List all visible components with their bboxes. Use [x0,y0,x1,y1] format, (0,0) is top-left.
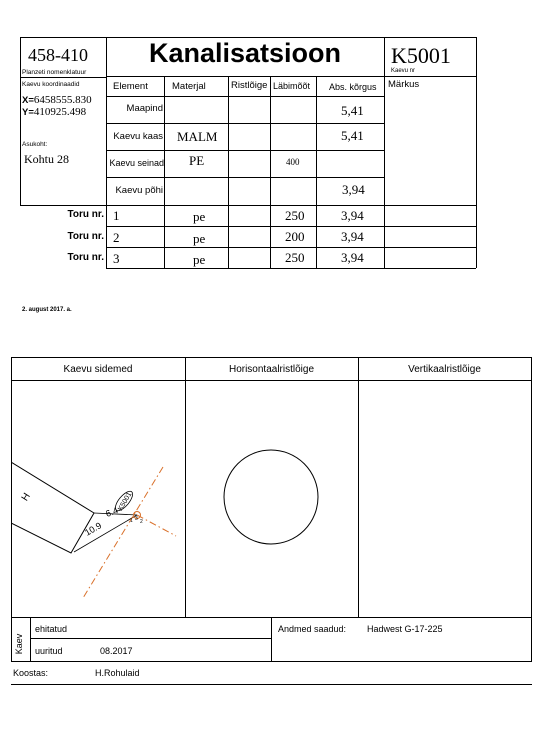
row-element: Kaevu kaas [113,131,163,142]
col-element: Element [113,81,148,92]
coord-x: X=6458555.830 [22,94,92,106]
pipe-korgus: 3,94 [341,229,364,244]
compiler-label: Koostas: [13,668,49,678]
row-labimoot: 400 [286,157,300,167]
pipe-num: 2 [140,519,143,525]
compiler-value: H.Rohulaid [95,668,140,678]
header-horisontaal: Horisontaalristlõige [228,364,315,375]
col-korgus: Abs. kõrgus [329,82,377,92]
surveyed-value: 08.2017 [100,646,133,656]
pipe-label: Toru nr. [67,231,104,242]
pipe-line [137,515,176,536]
pipe-labimoot: 250 [285,208,305,223]
pipe-materjal: pe [193,252,206,267]
pipe-nr: 2 [113,230,120,245]
coord-y: Y=410925.498 [22,106,87,118]
building-outline [11,462,94,553]
header-vertikaal: Vertikaalristlõige [408,364,481,375]
pipe-nr: 1 [113,208,120,223]
pipe-materjal: pe [193,209,206,224]
pipe-korgus: 3,94 [341,208,364,223]
header-kaevu-sidemed: Kaevu sidemed [63,364,133,375]
pipe-label: Toru nr. [67,209,104,220]
building-letter: H [19,491,33,504]
plan-sketch [11,380,185,617]
well-number-label: Kaevu nr [391,68,416,74]
col-ristloige: Ristlõige [231,80,268,91]
pipe-korgus: 3,94 [341,250,364,265]
source-label: Andmed saadud: [278,624,347,634]
location-label: Asukoht: [22,141,48,148]
pipe-nr: 3 [113,251,120,266]
date: 2. august 2017. a. [22,307,72,313]
well-number: K5001 [391,43,451,68]
dim-label: 6.4 [104,505,120,519]
surveyed-label: uuritud [35,646,63,656]
row-element: Maapind [126,103,163,114]
pipe-label: Toru nr. [67,252,104,263]
horizontal-section-sketch [185,380,358,617]
row-korgus: 5,41 [341,103,364,118]
planzeti-label: Planzeti nomenklatuur [22,69,87,76]
pipe-materjal: pe [193,231,206,246]
measure-line [74,515,137,552]
side-label: Kaev [14,633,24,655]
page-title: Kanalisatsioon [148,38,342,68]
pipe-num: 1 [130,518,133,524]
pipe-labimoot: 200 [285,229,305,244]
col-markus: Märkus [388,79,420,90]
location-value: Kohtu 28 [24,152,69,166]
row-element: Kaevu seinad [109,158,164,168]
source-value: Hadwest G-17-225 [367,624,443,634]
row-element: Kaevu põhi [115,185,163,196]
well-label: K5001 [117,491,134,513]
planzeti-number: 458-410 [28,45,88,65]
dim-label: 10.9 [83,520,104,538]
pipe-num: 3 [135,516,138,522]
row-korgus: 3,94 [342,182,365,197]
row-korgus: 5,41 [341,128,364,143]
well-cross-section [224,450,318,544]
col-materjal: Materjal [172,81,206,92]
col-labimoot: Läbimõõt [273,81,311,91]
row-materjal: MALM [177,129,218,144]
pipe-labimoot: 250 [285,250,305,265]
built-label: ehitatud [35,624,68,634]
coords-label: Kaevu koordinaadid [22,81,80,88]
row-materjal: PE [189,153,205,168]
